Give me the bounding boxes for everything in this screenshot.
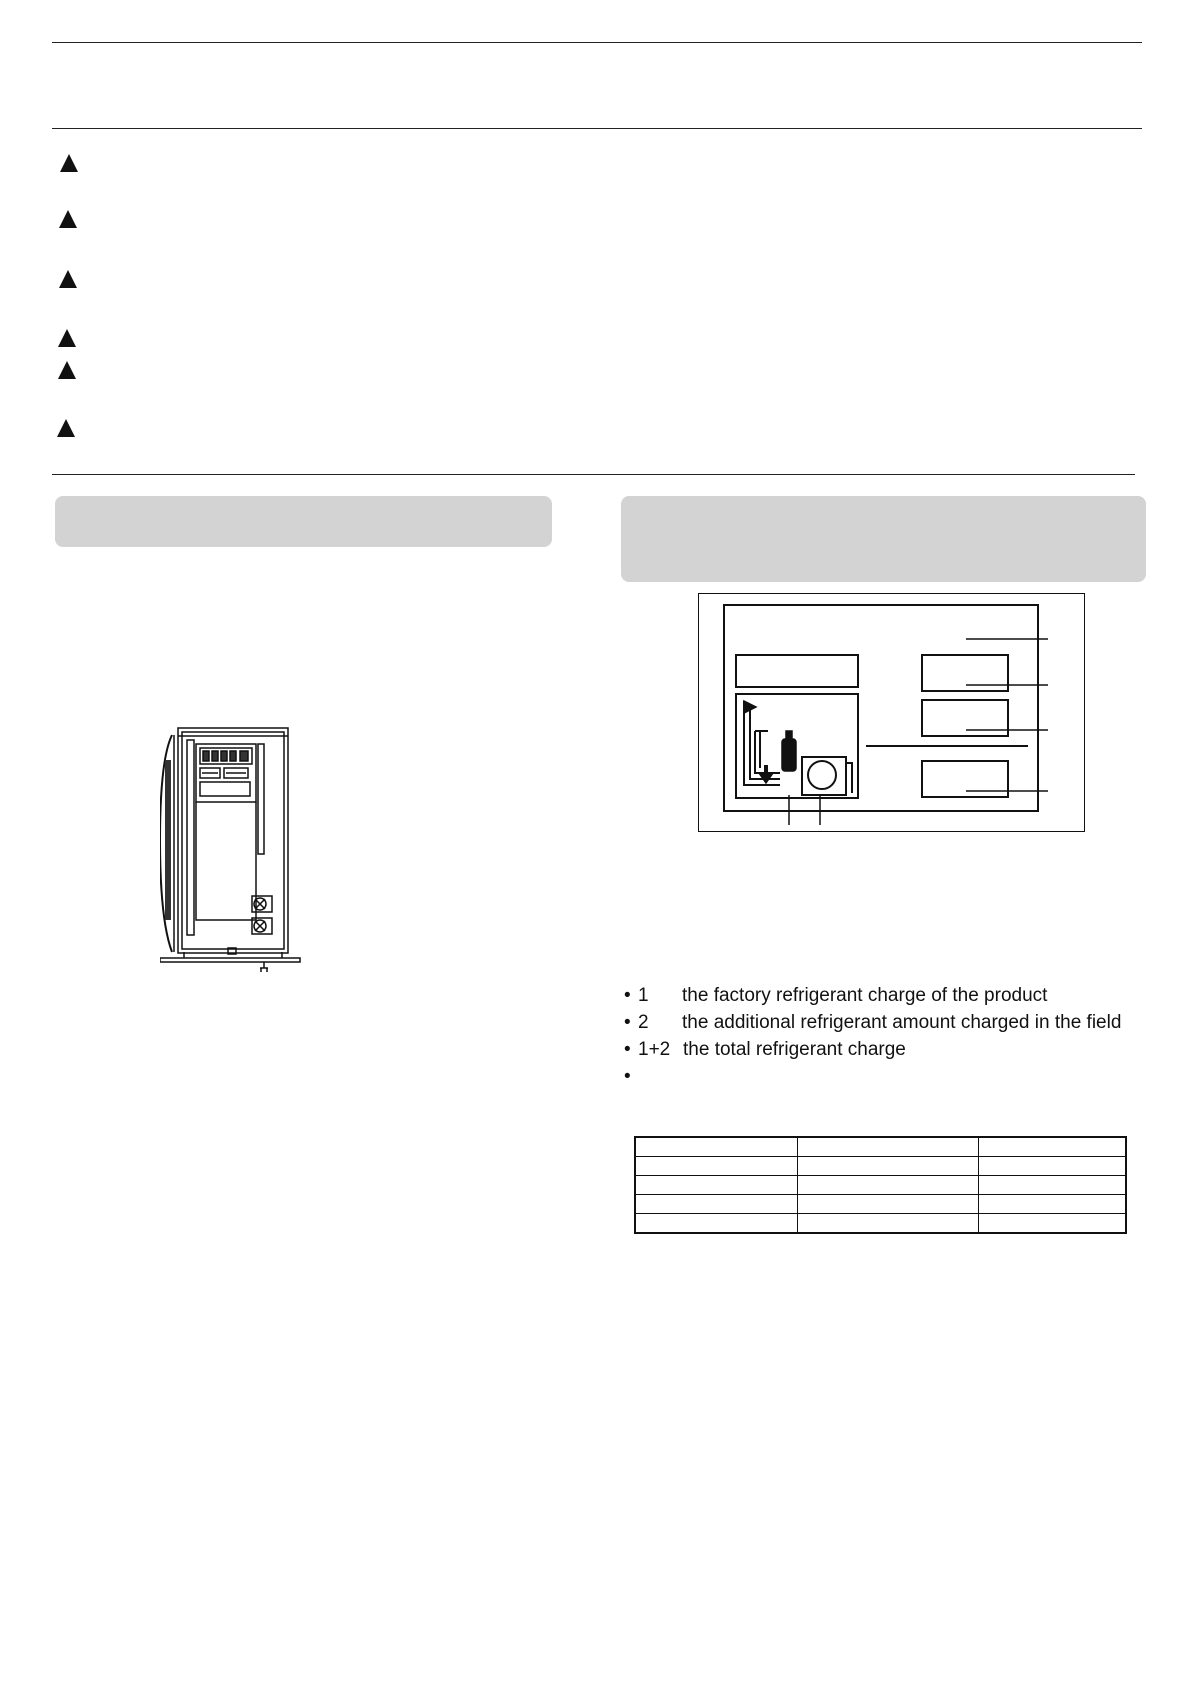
table-cell bbox=[798, 1157, 979, 1176]
warnings-bottom-rule bbox=[52, 474, 1135, 475]
legend-key: 1+2 bbox=[638, 1039, 671, 1060]
table-row bbox=[635, 1157, 1126, 1176]
bullet: • bbox=[624, 1039, 631, 1060]
table-cell bbox=[979, 1195, 1127, 1214]
charge-table bbox=[634, 1136, 1127, 1234]
bullet: • bbox=[624, 1066, 631, 1087]
table-cell bbox=[979, 1137, 1127, 1157]
table-cell bbox=[635, 1195, 798, 1214]
header-top-rule bbox=[52, 42, 1142, 43]
table-cell bbox=[798, 1137, 979, 1157]
warning-triangle-icon bbox=[57, 419, 75, 437]
legend-key: 1 bbox=[638, 985, 649, 1006]
bullet: • bbox=[624, 985, 631, 1006]
table-cell bbox=[979, 1176, 1127, 1195]
warning-triangle-icon bbox=[59, 270, 77, 288]
table-row bbox=[635, 1137, 1126, 1157]
table-cell bbox=[798, 1214, 979, 1234]
table-cell bbox=[635, 1176, 798, 1195]
table-cell bbox=[979, 1214, 1127, 1234]
outdoor-unit-illustration bbox=[160, 720, 310, 975]
table-cell bbox=[635, 1157, 798, 1176]
bullet: • bbox=[624, 1012, 631, 1033]
table-cell bbox=[635, 1137, 798, 1157]
warning-triangle-icon bbox=[58, 329, 76, 347]
header-bottom-rule bbox=[52, 128, 1142, 129]
right-section-heading-box bbox=[621, 496, 1146, 582]
warning-triangle-icon bbox=[59, 210, 77, 228]
table-cell bbox=[979, 1157, 1127, 1176]
legend-key: 2 bbox=[638, 1012, 649, 1033]
warning-triangle-icon bbox=[60, 154, 78, 172]
legend-description: the total refrigerant charge bbox=[683, 1039, 906, 1060]
legend-description: the additional refrigerant amount charged in the field bbox=[682, 1012, 1122, 1033]
table-row bbox=[635, 1214, 1126, 1234]
legend-description: the factory refrigerant charge of the product bbox=[682, 985, 1048, 1006]
refrigerant-label-illustration bbox=[698, 593, 1088, 833]
table-cell bbox=[798, 1195, 979, 1214]
left-section-heading-box bbox=[55, 496, 552, 547]
table-cell bbox=[798, 1176, 979, 1195]
warning-triangle-icon bbox=[58, 361, 76, 379]
table-row bbox=[635, 1195, 1126, 1214]
table-cell bbox=[635, 1214, 798, 1234]
table-row bbox=[635, 1176, 1126, 1195]
